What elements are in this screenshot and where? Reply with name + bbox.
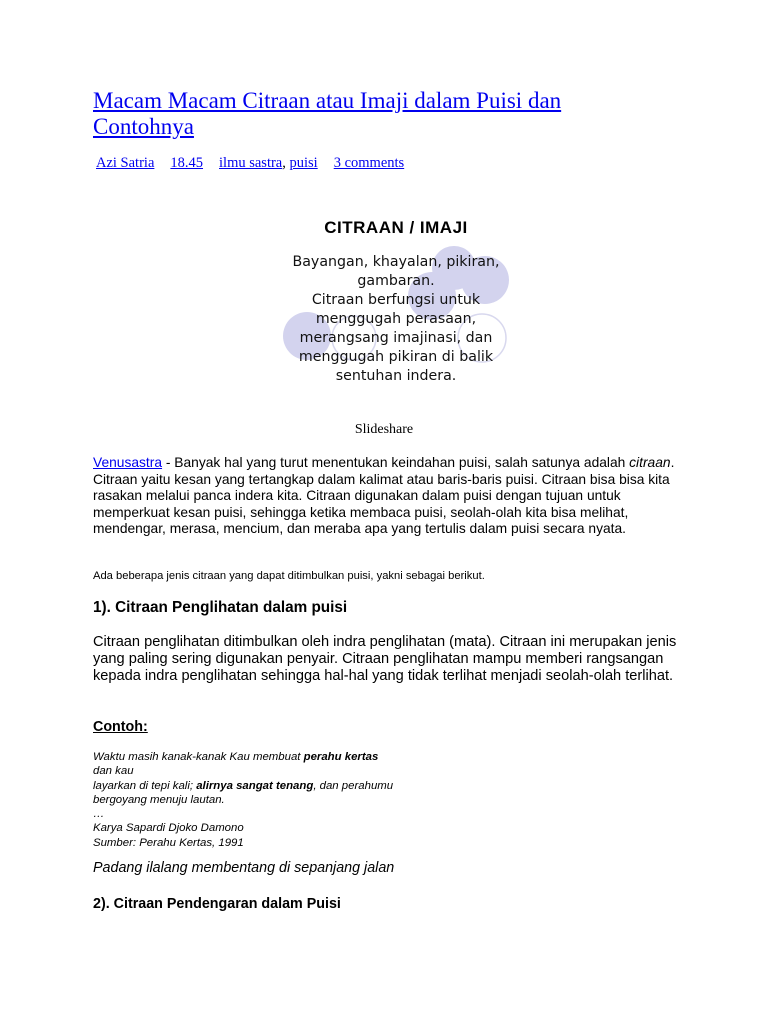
- label-link-ilmu-sastra[interactable]: ilmu sastra: [219, 155, 283, 171]
- poem-line: dan kau: [93, 765, 134, 778]
- slide-line: Bayangan, khayalan, pikiran,: [292, 254, 500, 270]
- section-2-heading: 2). Citraan Pendengaran dalam Puisi: [93, 896, 341, 912]
- label-separator: ,: [282, 155, 286, 171]
- poem-line: bergoyang menuju lautan.: [93, 793, 225, 806]
- label-link-puisi[interactable]: puisi: [289, 155, 318, 171]
- intro-paragraph: [93, 455, 683, 538]
- example-label: Contoh:: [93, 719, 148, 735]
- slide-line: sentuhan indera.: [335, 368, 457, 384]
- source-link[interactable]: Venusastra: [93, 455, 163, 470]
- poem-line: Waktu masih kanak-kanak Kau membuat perahu kertas: [93, 751, 379, 763]
- poem-source: Sumber: Perahu Kertas, 1991: [93, 836, 244, 849]
- poem-bold: alirnya sangat tenang: [196, 779, 314, 792]
- slide-image: [258, 208, 534, 406]
- section-1-heading: 1). Citraan Penglihatan dalam puisi: [93, 599, 348, 616]
- slide-line: Citraan berfungsi untuk: [311, 292, 481, 308]
- poem-bold: perahu kertas: [303, 751, 379, 763]
- types-note: Ada beberapa jenis citraan yang dapat ditimbulkan puisi, yakni sebagai berikut.: [93, 570, 485, 582]
- section-1-paragraph: Citraan penglihatan ditimbulkan oleh indra penglihatan (mata). Citraan ini merupakan jenis yang paling sering digunakan penyair. Citraan penglihatan mampu memberi rangsangan kepada indra penglihatan sehingga hal-hal yang tidak terlihat menjadi seolah-olah terlihat.: [93, 634, 677, 684]
- slide-line: merangsang imajinasi, dan: [299, 330, 493, 346]
- poem-line: layarkan di tepi kali; alirnya sangat tenang, dan perahumu: [93, 779, 394, 792]
- intro-text-2: . Citraan yaitu kesan yang tertangkap dalam kalimat atau baris-baris puisi. Citraan bisa bisa kita rasakan melalui panca indera kita. Citraan digunakan dalam puisi dengan tujuan untuk memperkuat kesan puisi, sehingga ketika membaca puisi, seolah-olah kita bisa melihat, mendengar, merasa, mencium, dan meraba apa yang tertulis dalam puisi secara nyata.: [93, 455, 675, 536]
- intro-italic: citraan: [629, 455, 671, 470]
- poem-ellipsis: …: [93, 808, 105, 821]
- example-line: Padang ilalang membentang di sepanjang jalan: [93, 860, 395, 876]
- article-title-link[interactable]: Macam Macam Citraan atau Imaji dalam Puisi dan Contohnya: [93, 88, 562, 139]
- article-title: [93, 88, 653, 140]
- time-link[interactable]: 18.45: [170, 155, 204, 171]
- author-link[interactable]: Azi Satria: [96, 155, 155, 171]
- slide-line: menggugah perasaan,: [315, 311, 477, 327]
- comments-link[interactable]: 3 comments: [333, 155, 405, 171]
- slide-line: gambaran.: [357, 273, 435, 289]
- intro-text-1: - Banyak hal yang turut menentukan keindahan puisi, salah satunya adalah: [162, 455, 630, 470]
- poem-excerpt: [93, 750, 653, 850]
- post-meta: [96, 154, 404, 172]
- slide-text: [258, 253, 534, 386]
- slide-heading: CITRAAN / IMAJI: [324, 218, 468, 237]
- slide-line: menggugah pikiran di balik: [298, 349, 494, 365]
- poem-author: Karya Sapardi Djoko Damono: [93, 822, 244, 835]
- image-caption: Slideshare: [354, 422, 414, 437]
